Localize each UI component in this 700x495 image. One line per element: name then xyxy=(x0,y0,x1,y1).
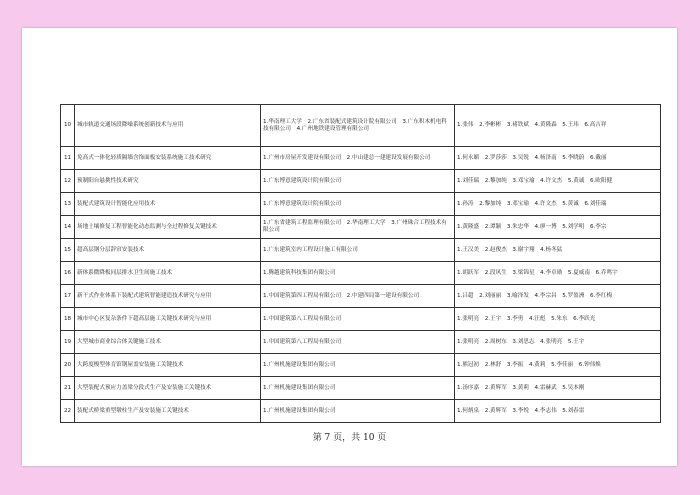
completing-people: 1.王汉美 2.赵俊杰 3.谢宇翔 4.杨冬猛 xyxy=(455,239,661,262)
table-row xyxy=(61,354,661,377)
completing-people: 1.张明亮 2.王宇 3.李勇 4.汪彪 5.朱东 6.李跃光 xyxy=(455,308,661,331)
completing-units: 1.广州机施建设集团有限公司 xyxy=(261,400,455,423)
completing-people: 1.张明亮 2.周树东 3.刘思志 4.张明亮 5.王宇 xyxy=(455,331,661,354)
row-number: 13 xyxy=(61,193,75,216)
project-name: 大型装配式预应力盖梁分段式生产及安装施工关键技术 xyxy=(75,377,261,400)
project-name: 大型城市商业综合体关键施工技术 xyxy=(75,331,261,354)
completing-units: 1.广州机施建设集团有限公司 xyxy=(261,354,455,377)
completing-units: 1.中国建筑第八工程局有限公司 xyxy=(261,308,455,331)
project-name: 装配式桥梁重型墩柱生产及安装施工关键技术 xyxy=(75,400,261,423)
row-number: 21 xyxy=(61,377,75,400)
row-number: 18 xyxy=(61,308,75,331)
table-row xyxy=(61,216,661,239)
table-row xyxy=(61,331,661,354)
completing-people: 1.黄隆盛 2.谭颖 3.朱忠华 4.廖一博 5.刘学明 6.李宗 xyxy=(455,216,661,239)
project-name: 城市中心区复杂条件下超高层施工关键技术研究与应用 xyxy=(75,308,261,331)
project-name: 预制阳台悬挑性技术研究 xyxy=(75,170,261,193)
document-page xyxy=(22,28,677,466)
row-number: 19 xyxy=(61,331,75,354)
project-name: 超高层钢分层辞帘安装技术 xyxy=(75,239,261,262)
project-name: 大跨度梭型体育馆钢屋盖安装施工关键技术 xyxy=(75,354,261,377)
table-row xyxy=(61,239,661,262)
completing-units: 1.中国建筑第四工程局有限公司 2.中建四局第一建设有限公司 xyxy=(261,285,455,308)
table-row xyxy=(61,262,661,285)
completing-people: 1.张伟 2.李彬彬 3.褚铁斌 4.黄隆森 5.王玮 6.高吉祥 xyxy=(455,105,661,147)
completing-people: 1.吕超 2.刘丽丽 3.喻泽发 4.李宗昌 5.罗盈洲 6.李红梅 xyxy=(455,285,661,308)
completing-units: 1.广东博意建筑设计院有限公司 xyxy=(261,193,455,216)
project-name: 场地土壤修复工程智能化动态监测与全过程修复关键技术 xyxy=(75,216,261,239)
completing-people: 1.刘佳瑞 2.黎加纯 3.邓宝瑜 4.许文杰 5.黄诚 6.欧阳健 xyxy=(455,170,661,193)
completing-people: 1.汤序嘉 2.黄辉军 3.黄莉 4.雷赫武 5.吴本刚 xyxy=(455,377,661,400)
row-number: 20 xyxy=(61,354,75,377)
row-number: 15 xyxy=(61,239,75,262)
completing-units: 1.广州市房屋开发建设有限公司 2.中山建总一建建设发展有限公司 xyxy=(261,147,455,170)
project-name: 新体系微降板同层排水卫生间施工技术 xyxy=(75,262,261,285)
table-row xyxy=(61,105,661,147)
table-row xyxy=(61,193,661,216)
row-number: 17 xyxy=(61,285,75,308)
completing-units: 1.华南理工大学 2.广东省装配式建筑设计院有限公司 3.广东积木机电科技有限公司 4.广州地铁建设管理有限公司 xyxy=(261,105,455,147)
project-name: 免高式一体化轻质隔墙含饰面板安装系统施工技术研究 xyxy=(75,147,261,170)
award-table xyxy=(60,104,661,423)
completing-units: 1.中国建筑第八工程局有限公司 xyxy=(261,331,455,354)
row-number: 14 xyxy=(61,216,75,239)
table-row xyxy=(61,377,661,400)
completing-units: 1.广州机施建设集团有限公司 xyxy=(261,377,455,400)
completing-units: 1.广东省建筑工程监理有限公司 2.华南理工大学 3.广州珠合工程技术有限公司 xyxy=(261,216,455,239)
table-row xyxy=(61,308,661,331)
project-name: 新干式作业体系下装配式建筑智能建造技术研究与应用 xyxy=(75,285,261,308)
completing-units: 1.广东博意建筑设计院有限公司 xyxy=(261,170,455,193)
completing-people: 1.孙涛 2.黎加纯 3.邓宝瑜 4.许文杰 5.黄诚 6.刘佳瑞 xyxy=(455,193,661,216)
completing-people: 1.何炳泉 2.黄辉军 3.李悦 4.李志伟 5.刘春雷 xyxy=(455,400,661,423)
table-row xyxy=(61,147,661,170)
completing-people: 1.熊冠初 2.林舒 3.李振 4.黄莉 5.李佳丽 6.钟伟焕 xyxy=(455,354,661,377)
project-name: 城市轨道交通场段降噪系统创新技术与应用 xyxy=(75,105,261,147)
table-row xyxy=(61,285,661,308)
table-row xyxy=(61,170,661,193)
table-row xyxy=(61,400,661,423)
row-number: 11 xyxy=(61,147,75,170)
row-number: 10 xyxy=(61,105,75,147)
completing-people: 1.何永媚 2.罗莎莎 3.吴锐 4.杨泽南 5.李晓蔚 6.戴丽 xyxy=(455,147,661,170)
completing-units: 1.腾越建筑科技集团有限公司 xyxy=(261,262,455,285)
row-number: 12 xyxy=(61,170,75,193)
page-number: 第 7 页，共 10 页 xyxy=(312,433,387,443)
row-number: 22 xyxy=(61,400,75,423)
completing-units: 1.广东建筑室内工程设计施工有限公司 xyxy=(261,239,455,262)
project-name: 装配式建筑设计智能化应用技术 xyxy=(75,193,261,216)
row-number: 16 xyxy=(61,262,75,285)
completing-people: 1.胡跃军 2.段风生 3.梁锦星 4.李卓勋 5.夏威南 6.乔鸣宇 xyxy=(455,262,661,285)
